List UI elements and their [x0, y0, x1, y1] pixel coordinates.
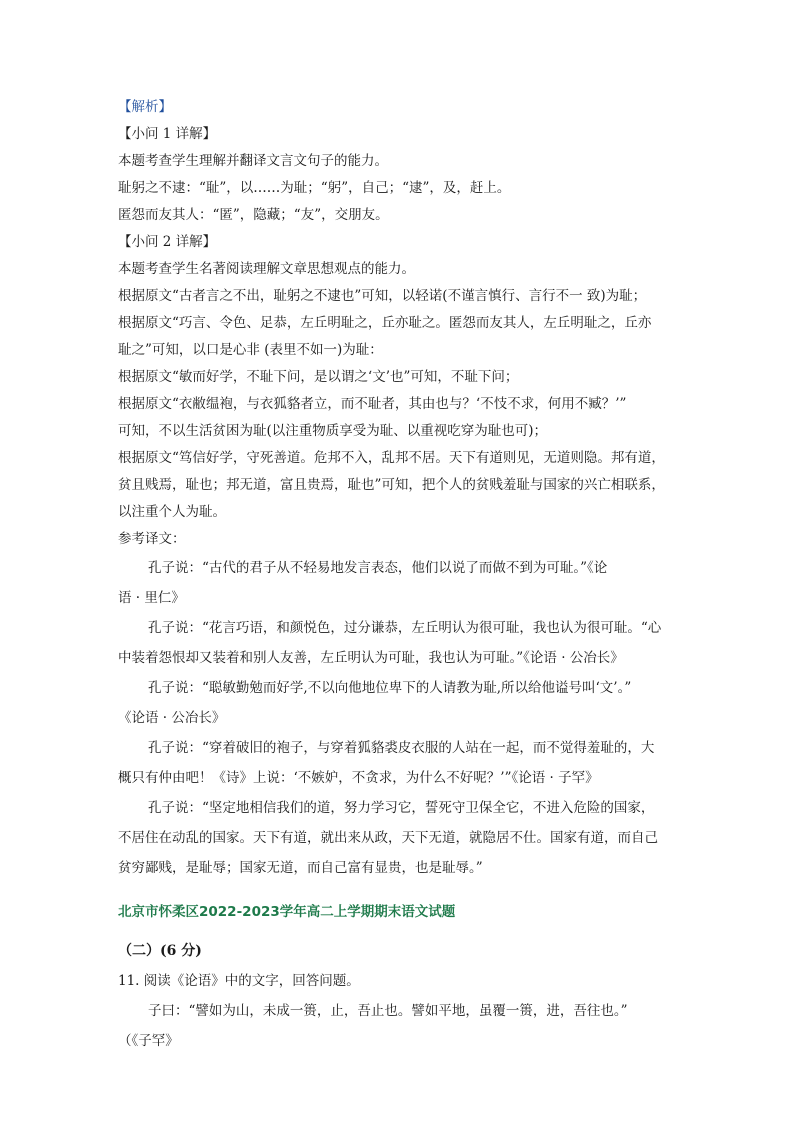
- q2-line: 根据原文“古者言之不出，耻躬之不逮也”可知，以轻诺(不谨言慎行、言行不一 致)为耻；: [118, 288, 647, 304]
- translation-line: 中装着怨恨却又装着和别人友善，左丘明认为可耻，我也认为可耻。”《论语 · 公冶长》: [118, 650, 624, 666]
- subquestion-1-label: 【小问 1 详解】: [118, 126, 217, 142]
- document-body: [118, 94, 678, 1056]
- translation-line: 语 · 里仁》: [118, 590, 185, 606]
- q1-line: 本题考查学生理解并翻译文言文句子的能力。: [118, 153, 388, 169]
- translation-line: 概只有仲由吧！《诗》上说：‘不嫉妒，不贪求，为什么不好呢？’”《论语 · 子罕》: [118, 770, 599, 786]
- translation-line: 孔子说：“穿着破旧的袍子，与穿着狐貉裘皮衣服的人站在一起，而不觉得羞耻的，大: [148, 740, 655, 756]
- translation-line: 孔子说：“花言巧语，和颜悦色，过分谦恭，左丘明认为很可耻，我也认为很可耻。“心: [148, 620, 662, 636]
- translation-line: 不居住在动乱的国家。天下有道，就出来从政，天下无道，就隐居不仕。国家有道，而自己: [118, 830, 658, 846]
- q2-line: 根据原文“笃信好学，守死善道。危邦不入，乱邦不居。天下有道则见，无道则隐。邦有道，: [118, 450, 665, 466]
- exam-source-title: 北京市怀柔区2022-2023学年高二上学期期末语文试题: [118, 904, 456, 920]
- spacer: [118, 927, 678, 936]
- q2-line: 贫且贱焉，耻也；邦无道，富且贵焉，耻也”可知，把个人的贫贱羞耻与国家的兴亡相联系，: [118, 477, 665, 493]
- analects-quote: 子曰：“譬如为山，未成一篑，止，吾止也。譬如平地，虽覆一篑，进，吾往也。”: [148, 1003, 628, 1019]
- quote-source: （《子罕》: [118, 1033, 179, 1049]
- section-heading: （二）(6 分): [118, 943, 202, 959]
- translation-label: 参考译文：: [118, 531, 186, 547]
- q2-line: 可知，不以生活贫困为耻(以注重物质享受为耻、以重视吃穿为耻也可)；: [118, 423, 548, 439]
- q2-line: 根据原文“衣敝缊袍，与衣狐貉者立，而不耻者，其由也与？‘不忮不求，何用不臧？’”: [118, 396, 627, 412]
- q2-line: 根据原文“敏而好学，不耻下问，是以谓之‘文’也”可知，不耻下问；: [118, 369, 519, 385]
- translation-line: 孔子说：“聪敏勤勉而好学,不以向他地位卑下的人请教为耻,所以给他谥号叫‘文’。”: [148, 680, 632, 696]
- translation-line: 孔子说：“坚定地相信我们的道，努力学习它，誓死守卫保全它，不进入危险的国家，: [148, 800, 655, 816]
- translation-line: 贫穷鄙贱，是耻辱；国家无道，而自己富有显贵，也是耻辱。”: [118, 860, 483, 876]
- subquestion-2-label: 【小问 2 详解】: [118, 234, 217, 250]
- question-11-stem: 11. 阅读《论语》中的文字，回答问题。: [118, 973, 360, 989]
- q2-line: 根据原文“巧言、令色、足恭，左丘明耻之，丘亦耻之。匿怨而友其人，左丘明耻之，丘亦: [118, 315, 652, 331]
- q2-line: 耻之”可知，以口是心非 (表里不如一)为耻：: [118, 342, 383, 358]
- translation-line: 孔子说：“古代的君子从不轻易地发言表态，他们以说了而做不到为可耻。”《论: [148, 560, 608, 576]
- q1-line: 耻躬之不逮：“耻”，以……为耻；“躬”，自己；“逮”，及，赶上。: [118, 180, 511, 196]
- q2-line: 以注重个人为耻。: [118, 504, 226, 520]
- spacer: [118, 883, 678, 897]
- translation-line: 《论语 · 公冶长》: [118, 710, 226, 726]
- q1-line: 匿怨而友其人：“匿”，隐藏；“友”，交朋友。: [118, 207, 389, 223]
- analysis-label: 【解析】: [118, 99, 172, 115]
- q2-line: 本题考查学生名著阅读理解文章思想观点的能力。: [118, 261, 415, 277]
